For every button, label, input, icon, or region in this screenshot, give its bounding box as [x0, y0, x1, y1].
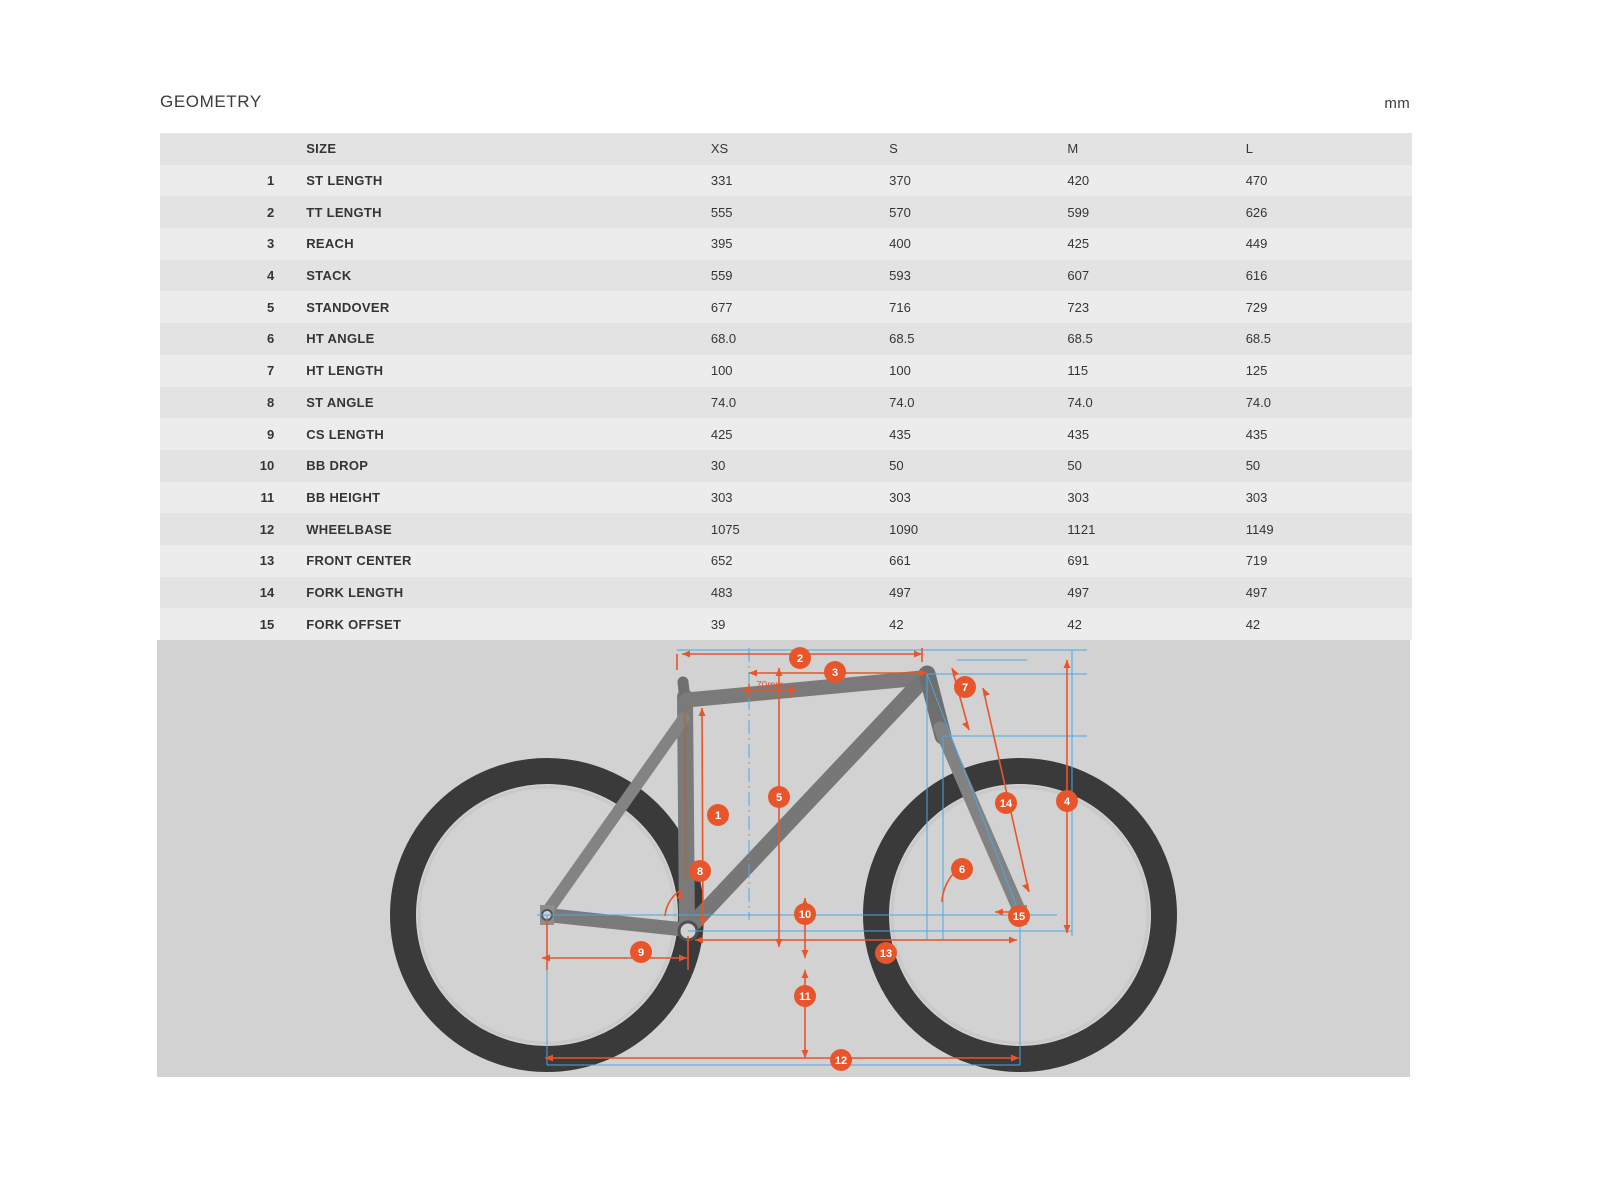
row-value-l: 42 — [1245, 616, 1261, 632]
table-header-row — [160, 133, 1412, 165]
table-row — [160, 387, 1412, 419]
table-row — [160, 196, 1412, 228]
table-row — [160, 577, 1412, 609]
row-number: 13 — [259, 553, 275, 569]
row-value-xs: 100 — [710, 363, 733, 379]
row-value-xs: 331 — [710, 173, 733, 189]
svg-text:13: 13 — [879, 948, 893, 960]
row-value-m: 425 — [1067, 236, 1090, 252]
row-number: 8 — [266, 394, 275, 410]
svg-text:11: 11 — [799, 991, 811, 1003]
svg-text:14: 14 — [999, 798, 1013, 810]
callout-9 — [630, 941, 652, 963]
header-size-xs: XS — [710, 141, 729, 157]
svg-text:4: 4 — [1063, 796, 1071, 808]
row-number: 1 — [266, 173, 275, 189]
row-label: FRONT CENTER — [306, 553, 412, 569]
table-row — [160, 291, 1412, 323]
row-value-xs: 74.0 — [710, 394, 737, 410]
row-value-s: 1090 — [889, 521, 919, 537]
row-value-s: 74.0 — [889, 394, 915, 410]
unit-label: mm — [1384, 95, 1410, 112]
table-row — [160, 450, 1412, 482]
table-row — [160, 323, 1412, 355]
table-row — [160, 482, 1412, 514]
row-value-s: 68.5 — [889, 331, 915, 347]
svg-text:7: 7 — [961, 682, 969, 694]
svg-text:12: 12 — [834, 1055, 848, 1067]
row-label: ST ANGLE — [306, 394, 374, 410]
row-number: 4 — [266, 268, 275, 284]
geometry-table-body — [160, 133, 1412, 640]
row-value-xs: 652 — [710, 553, 733, 569]
row-number: 12 — [259, 521, 275, 537]
svg-text:6: 6 — [958, 864, 966, 876]
callout-10 — [794, 903, 816, 925]
callout-5 — [768, 786, 790, 808]
row-label: REACH — [306, 236, 354, 252]
row-value-xs: 39 — [710, 616, 726, 632]
row-label: STANDOVER — [306, 299, 390, 315]
row-value-l: 68.5 — [1245, 331, 1271, 347]
row-value-s: 497 — [889, 584, 911, 600]
row-value-m: 497 — [1067, 584, 1090, 600]
row-value-m: 599 — [1067, 204, 1090, 220]
page-header — [160, 92, 1410, 112]
dimension-70mm-label: 70mm — [756, 680, 784, 691]
row-label: HT ANGLE — [306, 331, 375, 347]
row-value-xs: 677 — [710, 299, 733, 315]
svg-text:9: 9 — [637, 947, 645, 959]
row-label: BB DROP — [306, 458, 369, 474]
row-value-l: 125 — [1245, 363, 1268, 379]
callout-4 — [1056, 790, 1078, 812]
row-value-xs: 395 — [710, 236, 733, 252]
svg-text:3: 3 — [831, 667, 839, 679]
row-value-m: 420 — [1067, 173, 1090, 189]
row-number: 14 — [259, 584, 275, 600]
header-number-cell — [160, 133, 288, 165]
row-value-s: 100 — [889, 363, 911, 379]
row-value-xs: 68.0 — [710, 331, 737, 347]
svg-text:15: 15 — [1012, 911, 1026, 923]
callout-12 — [830, 1049, 852, 1071]
row-value-s: 661 — [889, 553, 911, 569]
row-label: BB HEIGHT — [306, 489, 381, 505]
header-size-m: M — [1067, 141, 1079, 157]
row-value-xs: 425 — [710, 426, 733, 442]
callout-1 — [707, 804, 729, 826]
row-value-m: 723 — [1067, 299, 1090, 315]
callout-6 — [951, 858, 973, 880]
callout-markers — [630, 647, 1078, 1071]
row-number: 2 — [266, 204, 275, 220]
geometry-diagram — [157, 640, 1410, 1077]
table-row — [160, 260, 1412, 292]
row-number: 3 — [266, 236, 275, 252]
svg-text:1: 1 — [714, 810, 722, 822]
svg-text:5: 5 — [775, 792, 783, 804]
row-value-s: 370 — [889, 173, 911, 189]
row-label: FORK LENGTH — [306, 584, 404, 600]
row-value-xs: 559 — [710, 268, 733, 284]
row-label: ST LENGTH — [306, 173, 383, 189]
row-value-xs: 30 — [710, 458, 726, 474]
row-number: 9 — [266, 426, 275, 442]
row-value-s: 50 — [889, 458, 904, 474]
row-value-xs: 555 — [710, 204, 733, 220]
row-number: 6 — [266, 331, 275, 347]
row-value-xs: 483 — [710, 584, 733, 600]
row-number: 10 — [259, 458, 275, 474]
row-value-l: 303 — [1245, 489, 1268, 505]
row-value-m: 68.5 — [1067, 331, 1093, 347]
row-value-l: 616 — [1245, 268, 1268, 284]
row-value-s: 435 — [889, 426, 911, 442]
svg-text:2: 2 — [796, 653, 804, 665]
header-size-s: S — [889, 141, 898, 157]
row-value-m: 42 — [1067, 616, 1082, 632]
header-size-l: L — [1245, 141, 1253, 157]
row-value-l: 74.0 — [1245, 394, 1271, 410]
row-number: 7 — [266, 363, 275, 379]
table-row — [160, 545, 1412, 577]
callout-3 — [824, 661, 846, 683]
callout-11 — [794, 985, 816, 1007]
table-row — [160, 228, 1412, 260]
row-value-l: 729 — [1245, 299, 1268, 315]
row-value-l: 1149 — [1245, 521, 1274, 537]
row-value-xs: 1075 — [710, 521, 740, 537]
callout-15 — [1008, 905, 1030, 927]
table-row — [160, 513, 1412, 545]
row-value-s: 716 — [889, 299, 911, 315]
callout-14 — [995, 792, 1017, 814]
svg-text:10: 10 — [798, 909, 812, 921]
row-value-m: 691 — [1067, 553, 1090, 569]
callout-2 — [789, 647, 811, 669]
row-label: FORK OFFSET — [306, 616, 402, 632]
row-label: TT LENGTH — [306, 204, 382, 220]
row-value-l: 449 — [1245, 236, 1268, 252]
row-label: CS LENGTH — [306, 426, 385, 442]
row-value-l: 497 — [1245, 584, 1268, 600]
row-label: STACK — [306, 268, 352, 284]
row-value-s: 400 — [889, 236, 911, 252]
row-value-xs: 303 — [710, 489, 733, 505]
callout-13 — [875, 942, 897, 964]
row-number: 15 — [259, 616, 275, 632]
row-value-m: 74.0 — [1067, 394, 1093, 410]
row-value-s: 42 — [889, 616, 904, 632]
row-value-s: 593 — [889, 268, 911, 284]
geometry-table — [160, 133, 1412, 640]
row-value-l: 50 — [1245, 458, 1261, 474]
row-value-l: 626 — [1245, 204, 1268, 220]
callout-8 — [689, 860, 711, 882]
table-row — [160, 608, 1412, 640]
row-value-m: 607 — [1067, 268, 1090, 284]
row-value-m: 115 — [1067, 363, 1089, 379]
table-row — [160, 165, 1412, 197]
row-value-m: 50 — [1067, 458, 1082, 474]
header-size-cell: SIZE — [306, 141, 337, 157]
page-title: GEOMETRY — [160, 92, 262, 111]
row-value-m: 303 — [1067, 489, 1090, 505]
row-value-l: 719 — [1245, 553, 1268, 569]
row-value-m: 1121 — [1067, 521, 1096, 537]
row-label: WHEELBASE — [306, 521, 392, 537]
row-value-s: 570 — [889, 204, 911, 220]
table-row — [160, 355, 1412, 387]
row-label: HT LENGTH — [306, 363, 384, 379]
row-value-l: 435 — [1245, 426, 1268, 442]
row-value-s: 303 — [889, 489, 911, 505]
row-number: 5 — [266, 299, 275, 315]
row-value-l: 470 — [1245, 173, 1268, 189]
svg-text:8: 8 — [696, 866, 704, 878]
table-row — [160, 418, 1412, 450]
row-number: 11 — [260, 489, 275, 505]
callout-7 — [954, 676, 976, 698]
row-value-m: 435 — [1067, 426, 1090, 442]
